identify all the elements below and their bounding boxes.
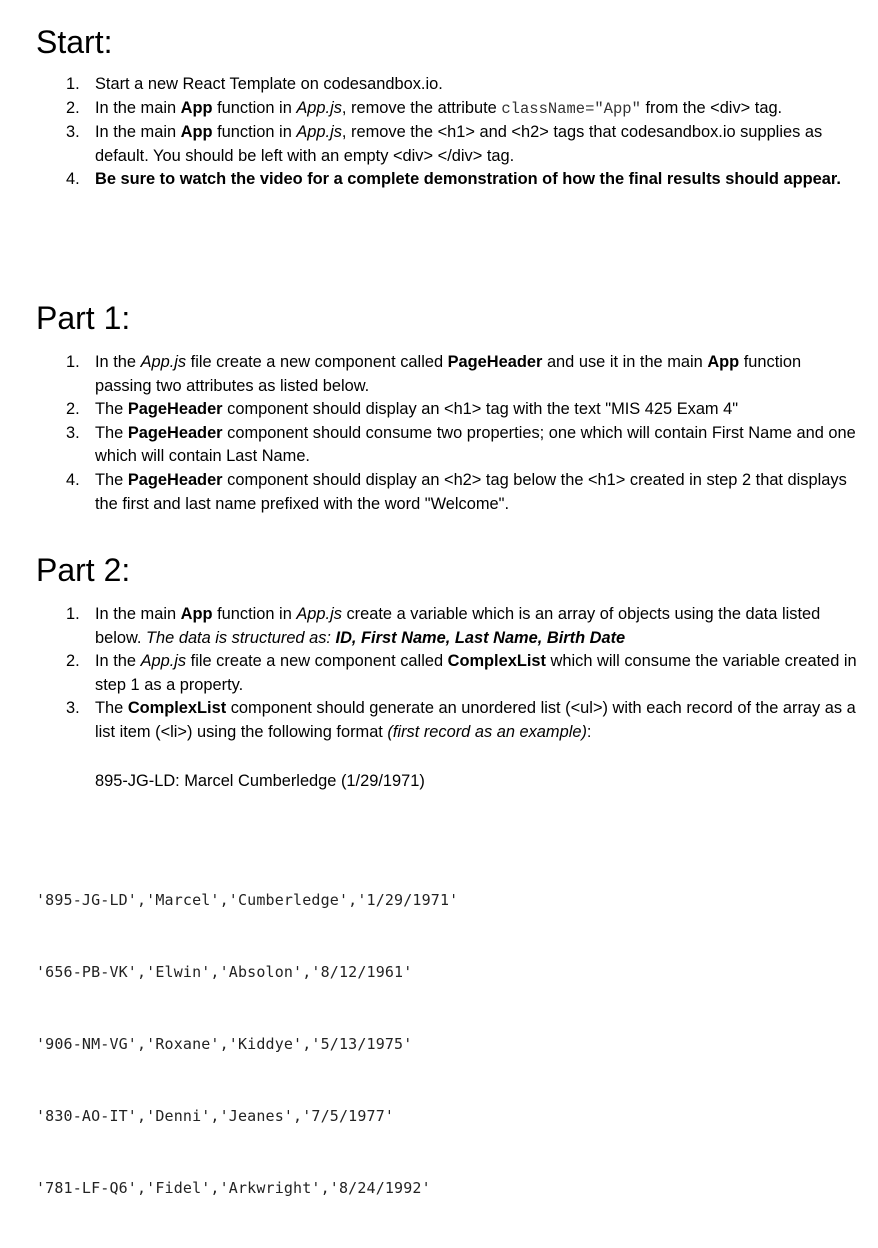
list-item [0,73,860,97]
list-item: 2. In the main App function in App.js, remove the attribute className="App" from the <div> tag. [0,97,860,122]
classname-code: className="App" [501,99,641,118]
list-item: 4. The PageHeader component should display an <h2> tag below the <h1> created in step 2 that displays the first and last name prefixed with the word "Welcome". [66,470,847,513]
item-number: 1. [66,75,80,93]
code-line: '656-PB-VK','Elwin','Absolon','8/12/1961' [36,963,413,981]
code-line: '895-JG-LD','Marcel','Cumberledge','1/29/1971' [36,891,459,909]
item-number: 1. [66,605,80,623]
item-number: 1. [66,353,80,371]
example-output: 895-JG-LD: Marcel Cumberledge (1/29/1971) [95,772,425,790]
item-text: Start a new React Template on codesandbox.io. [95,75,443,93]
item-number: 3. [66,123,80,142]
start-heading: Start: [36,24,113,60]
app-bold: App [180,123,213,142]
item-number: 2. [66,400,80,419]
list-item [0,168,860,192]
item-number: 2. [66,98,80,117]
start-steps-list [0,73,860,192]
item-number: 4. [66,470,80,489]
app-bold: App [180,98,213,117]
item-number: 3. [66,423,80,442]
list-item: 1. In the main App function in App.js create a variable which is an array of objects using the data listed below. The data is structured as: ID, First Name, Last Name, Birth Date [66,605,821,647]
data-code-block [36,840,458,1248]
code-line: '830-AO-IT','Denni','Jeanes','7/5/1977' [36,1107,395,1125]
part2-steps-list [0,603,860,745]
item-number: 3. [66,699,80,718]
part1-heading: Part 1: [36,300,131,336]
part2-heading: Part 2: [36,552,131,588]
video-notice: Be sure to watch the video for a complete demonstration of how the final results should appear. [95,170,841,189]
data-structure-fields: ID, First Name, Last Name, Birth Date [335,628,626,647]
list-item: 2. The PageHeader component should display an <h1> tag with the text "MIS 425 Exam 4" [0,398,860,422]
item-number: 2. [66,652,80,671]
code-line: '781-LF-Q6','Fidel','Arkwright','8/24/1992' [36,1179,431,1197]
code-line: '906-NM-VG','Roxane','Kiddye','5/13/1975' [36,1035,413,1053]
list-item: 1. In the App.js file create a new component called PageHeader and use it in the main App function passing two attributes as listed below. [66,353,802,395]
list-item: 3. In the main App function in App.js, remove the <h1> and <h2> tags that codesandbox.io supplies as default. You should be left with an empty <div> </div> tag. [66,123,823,165]
part1-steps-list [0,351,860,516]
item-number: 4. [66,170,80,189]
list-item: 3. The ComplexList component should generate an unordered list (<ul>) with each record of the array as a list item (<li>) using the following format (first record as an example): [66,699,856,741]
list-item: 3. The PageHeader component should consume two properties; one which will contain First Name and one which will contain Last Name. [66,423,856,466]
appjs-italic: App.js [296,98,342,117]
appjs-italic: App.js [296,123,342,142]
list-item: 2. In the App.js file create a new component called ComplexList which will consume the variable created in step 1 as a property. [66,652,857,694]
